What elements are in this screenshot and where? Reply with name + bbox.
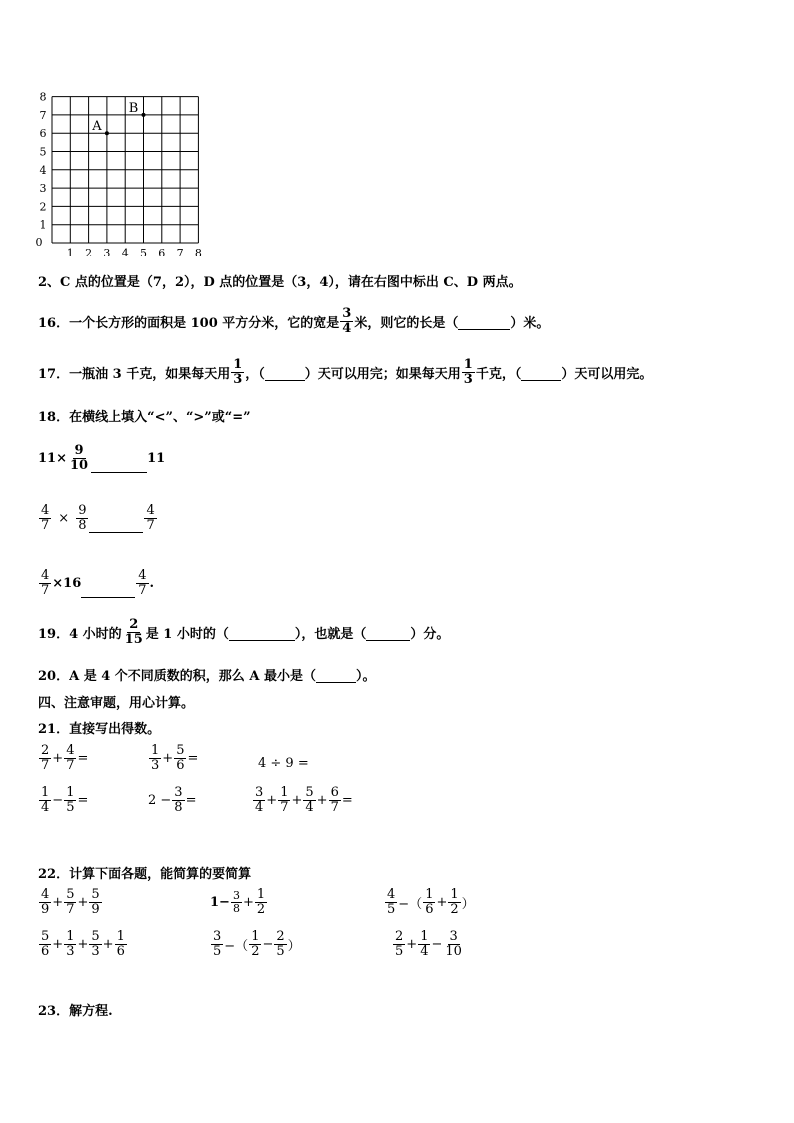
- x-tick-label: 4: [121, 247, 129, 256]
- answer-blank[interactable]: [91, 457, 147, 473]
- y-tick-label: 8: [39, 90, 47, 104]
- answer-blank[interactable]: [366, 625, 410, 641]
- question-20: 20．A 是 4 个不同质数的积，那么 A 最小是（ ）。: [38, 665, 375, 684]
- answer-blank[interactable]: [89, 517, 143, 533]
- question-16: 16．一个长方形的面积是 100 平方分米，它的宽是 $\frac{3}{4}$ 米，则它的长是（ ）米。: [38, 306, 550, 336]
- fraction: $\frac{3}{4}$: [342, 306, 352, 336]
- q22-expr-5: $\frac{3}{5}$ −（ $\frac{1}{2}$ − $\frac{2}{5}$ ）: [213, 929, 301, 959]
- question-21-title: 21．直接写出得数。: [38, 722, 161, 737]
- question-2: 2、C 点的位置是（7，2），D 点的位置是（3，4），请在右图中标出 C、D 两点。: [38, 275, 522, 290]
- y-tick-label: 3: [39, 182, 47, 196]
- answer-blank[interactable]: [229, 625, 295, 641]
- fraction: $\frac{9}{10}$: [69, 442, 89, 473]
- answer-blank[interactable]: [265, 365, 305, 381]
- y-tick-label: 2: [39, 200, 47, 214]
- point-label: B: [128, 100, 139, 116]
- fraction: $\frac{4}{7}$: [146, 502, 155, 533]
- answer-blank[interactable]: [458, 314, 510, 330]
- q22-expr-2: 1− $\frac{3}{8}$ + $\frac{1}{2}$: [210, 887, 266, 917]
- question-22-title: 22．计算下面各题，能简算的要简算: [38, 867, 252, 882]
- question-19: 19．4 小时的 $\frac{2}{15}$ 是 1 小时的（ ），也就是（ ）分。: [38, 617, 450, 647]
- q18-line-3: $\frac{4}{7}$ ×16 $\frac{4}{7}$ .: [41, 567, 155, 598]
- q21-expr-5: 2 − $\frac{3}{8}$ =: [148, 785, 197, 815]
- y-tick-label: 0: [35, 236, 43, 249]
- x-tick-label: 6: [158, 247, 166, 256]
- answer-blank[interactable]: [81, 582, 135, 598]
- point-a: [105, 131, 109, 135]
- fraction: $\frac{9}{8}$: [78, 502, 87, 533]
- y-tick-label: 4: [39, 163, 47, 177]
- fraction: $\frac{1}{3}$: [463, 357, 473, 387]
- fraction: $\frac{4}{7}$: [41, 502, 50, 533]
- x-tick-label: 5: [140, 247, 147, 256]
- answer-blank[interactable]: [316, 667, 356, 683]
- fraction: $\frac{1}{3}$: [233, 357, 243, 387]
- q22-expr-4: $\frac{5}{6}$ + $\frac{1}{3}$ + $\frac{5}{3}$ + $\frac{1}{6}$: [41, 929, 125, 959]
- q21-expr-2: $\frac{1}{3}$ + $\frac{5}{6}$ =: [151, 743, 199, 773]
- fraction: $\frac{2}{15}$: [124, 617, 143, 647]
- q18-line-2: $\frac{4}{7}$ × $\frac{9}{8}$ $\frac{4}{7}$: [41, 502, 155, 533]
- x-tick-label: 7: [176, 247, 184, 256]
- question-23-title: 23．解方程.: [38, 1004, 113, 1019]
- question-17: 17．一瓶油 3 千克，如果每天用 $\frac{1}{3}$ ，（ ）天可以用完；如果每天用 $\frac{1}{3}$ 千克，（ ）天可以用完。: [38, 357, 653, 387]
- q21-expr-4: $\frac{1}{4}$ − $\frac{1}{5}$ =: [41, 785, 89, 815]
- y-tick-label: 6: [39, 127, 47, 141]
- answer-blank[interactable]: [521, 365, 561, 381]
- q22-expr-6: $\frac{2}{5}$ + $\frac{1}{4}$ − $\frac{3}{10}$: [395, 929, 462, 959]
- q22-expr-1: $\frac{4}{9}$ + $\frac{5}{7}$ + $\frac{5}{9}$: [41, 887, 100, 917]
- q21-expr-1: $\frac{2}{7}$ + $\frac{4}{7}$ =: [41, 743, 89, 773]
- fraction: $\frac{4}{7}$: [138, 567, 147, 598]
- x-tick-label: 2: [85, 247, 93, 256]
- y-tick-label: 7: [39, 108, 47, 122]
- q22-expr-3: $\frac{4}{5}$ −（ $\frac{1}{6}$ + $\frac{1}{2}$ ）: [387, 887, 475, 917]
- point-b: [142, 113, 146, 117]
- q21-expr-6: $\frac{3}{4}$ + $\frac{1}{7}$ + $\frac{5}{4}$ + $\frac{6}{7}$ =: [255, 785, 353, 815]
- q18-line-1: 11× $\frac{9}{10}$ 11: [38, 442, 166, 473]
- coordinate-grid: [34, 84, 214, 256]
- question-18-title: 18．在横线上填入“<”、“>”或“=”: [38, 410, 251, 425]
- section-title: 四、注意审题，用心计算。: [38, 696, 195, 711]
- x-tick-label: 3: [103, 247, 111, 256]
- x-tick-label: 1: [66, 247, 74, 256]
- q21-expr-3: 4 ÷ 9 =: [258, 756, 309, 771]
- fraction: $\frac{4}{7}$: [41, 567, 50, 598]
- y-tick-label: 1: [39, 218, 47, 232]
- x-tick-label: 8: [194, 247, 202, 256]
- y-tick-label: 5: [39, 145, 47, 159]
- point-label: A: [92, 119, 102, 135]
